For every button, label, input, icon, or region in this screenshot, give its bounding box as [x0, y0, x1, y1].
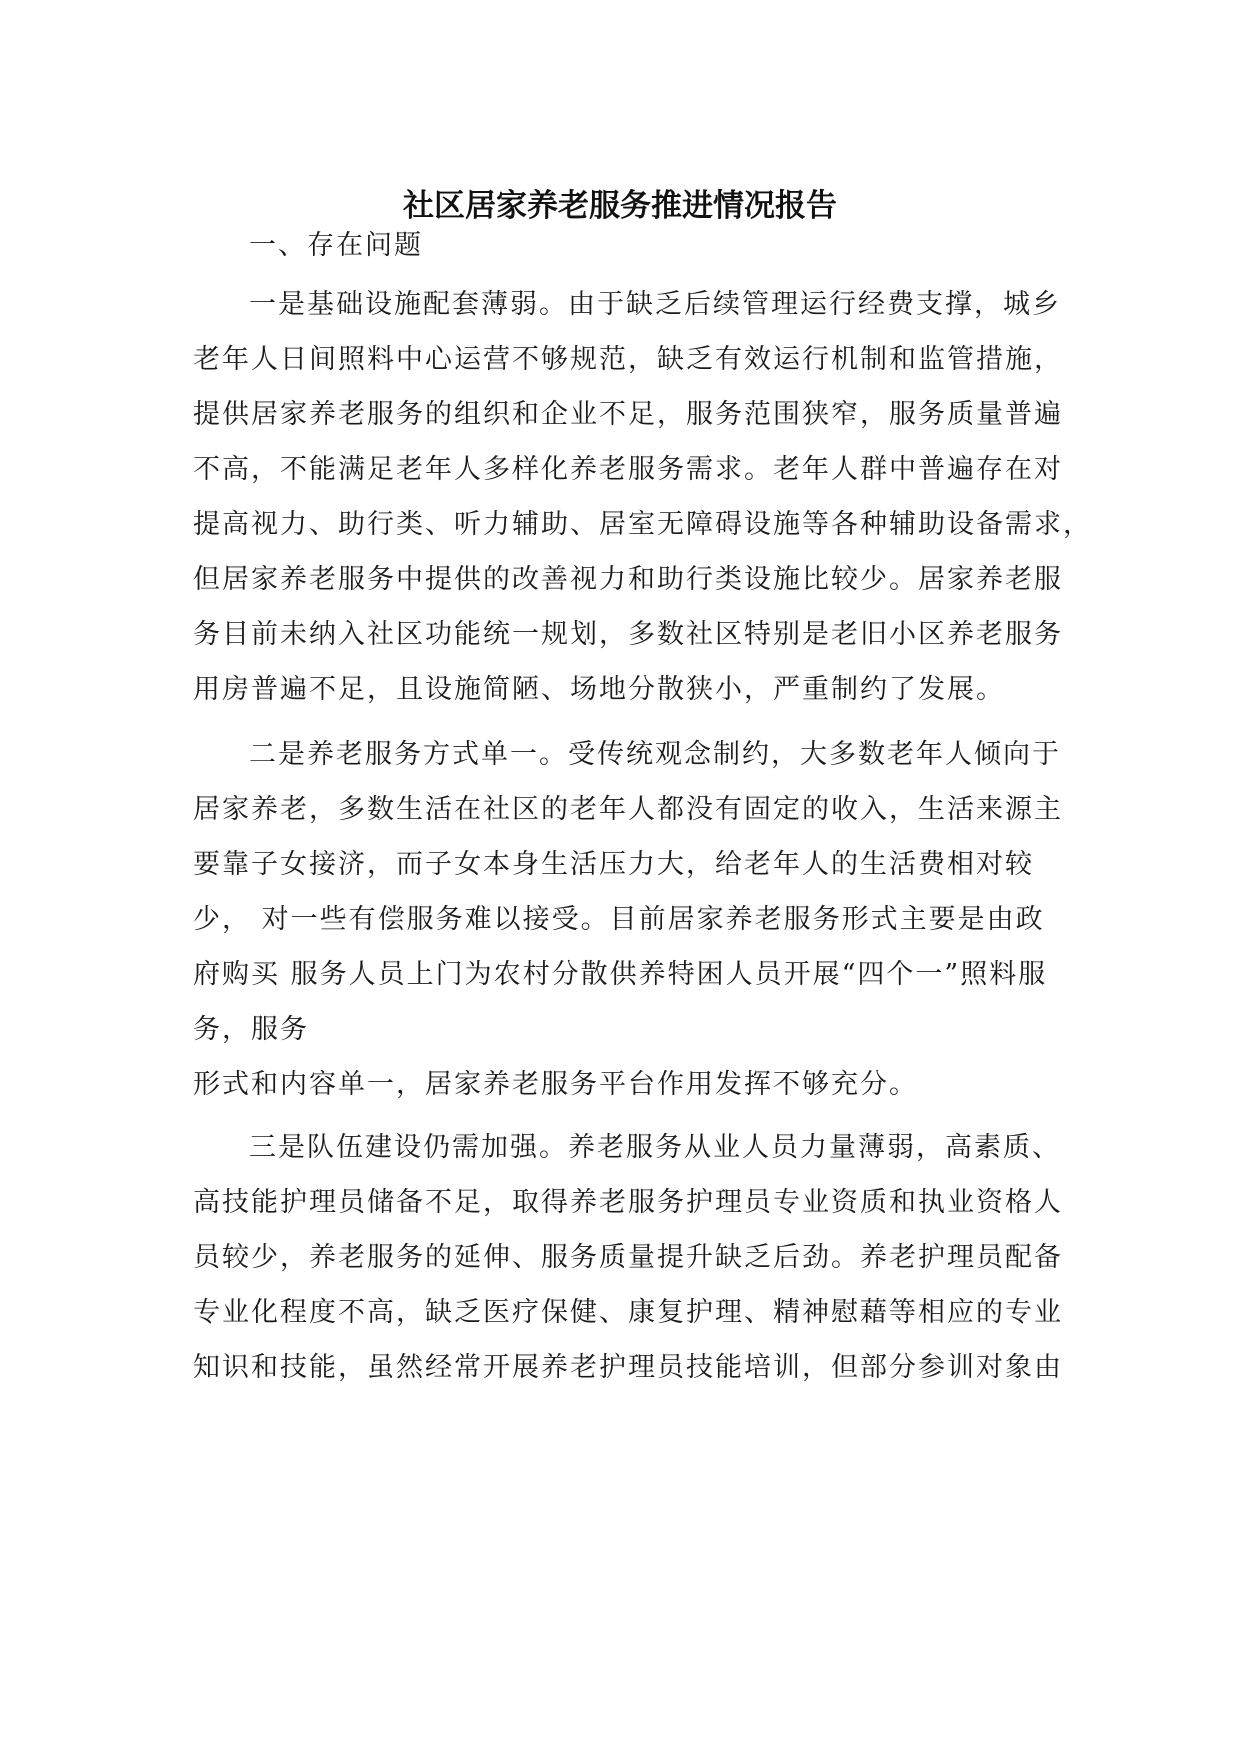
paragraph-1-line-5: 提高视力、助行类、听力辅助、居室无障碍设施等各种辅助设备需求，: [193, 509, 1092, 540]
paragraph-1-line-1: 一是基础设施配套薄弱。由于缺乏后续管理运行经费支撑，城乡: [249, 289, 1061, 320]
document-title: 社区居家养老服务推进情况报告: [403, 188, 837, 224]
paragraph-2-line-1: 二是养老服务方式单一。受传统观念制约，大多数老年人倾向于: [249, 739, 1061, 770]
paragraph-1-line-6: 但居家养老服务中提供的改善视力和助行类设施比较少。居家养老服: [193, 564, 1063, 595]
paragraph-2-line-3: 要靠子女接济，而子女本身生活压力大，给老年人的生活费相对较: [193, 849, 1034, 880]
paragraph-3-line-4: 专业化程度不高，缺乏医疗保健、康复护理、精神慰藉等相应的专业: [193, 1297, 1063, 1328]
paragraph-1-line-8: 用房普遍不足，且设施简陋、场地分散狭小，严重制约了发展。: [193, 674, 1005, 705]
paragraph-2-line-4: 少， 对一些有偿服务难以接受。目前居家养老服务形式主要是由政: [193, 904, 1045, 935]
paragraph-1-line-2: 老年人日间照料中心运营不够规范，缺乏有效运行机制和监管措施，: [193, 344, 1063, 375]
paragraph-3-line-2: 高技能护理员储备不足，取得养老服务护理员专业资质和执业资格人: [193, 1187, 1063, 1218]
paragraph-1-line-4: 不高，不能满足老年人多样化养老服务需求。老年人群中普遍存在对: [193, 454, 1063, 485]
paragraph-2-line-6: 务，服务: [193, 1014, 309, 1045]
paragraph-3-line-5: 知识和技能，虽然经常开展养老护理员技能培训，但部分参训对象由: [193, 1352, 1063, 1383]
paragraph-2-line-7: 形式和内容单一，居家养老服务平台作用发挥不够充分。: [193, 1069, 918, 1100]
paragraph-2-line-5: 府购买 服务人员上门为农村分散供养特困人员开展“四个一”照料服: [193, 959, 1048, 990]
paragraph-3-line-3: 员较少，养老服务的延伸、服务质量提升缺乏后劲。养老护理员配备: [193, 1242, 1063, 1273]
paragraph-1-line-7: 务目前未纳入社区功能统一规划，多数社区特别是老旧小区养老服务: [193, 619, 1063, 650]
paragraph-3-line-1: 三是队伍建设仍需加强。养老服务从业人员力量薄弱，高素质、: [249, 1132, 1061, 1163]
section-heading: 一、存在问题: [249, 230, 423, 261]
paragraph-1-line-3: 提供居家养老服务的组织和企业不足，服务范围狭窄，服务质量普遍: [193, 399, 1063, 430]
paragraph-2-line-2: 居家养老，多数生活在社区的老年人都没有固定的收入，生活来源主: [193, 794, 1063, 825]
